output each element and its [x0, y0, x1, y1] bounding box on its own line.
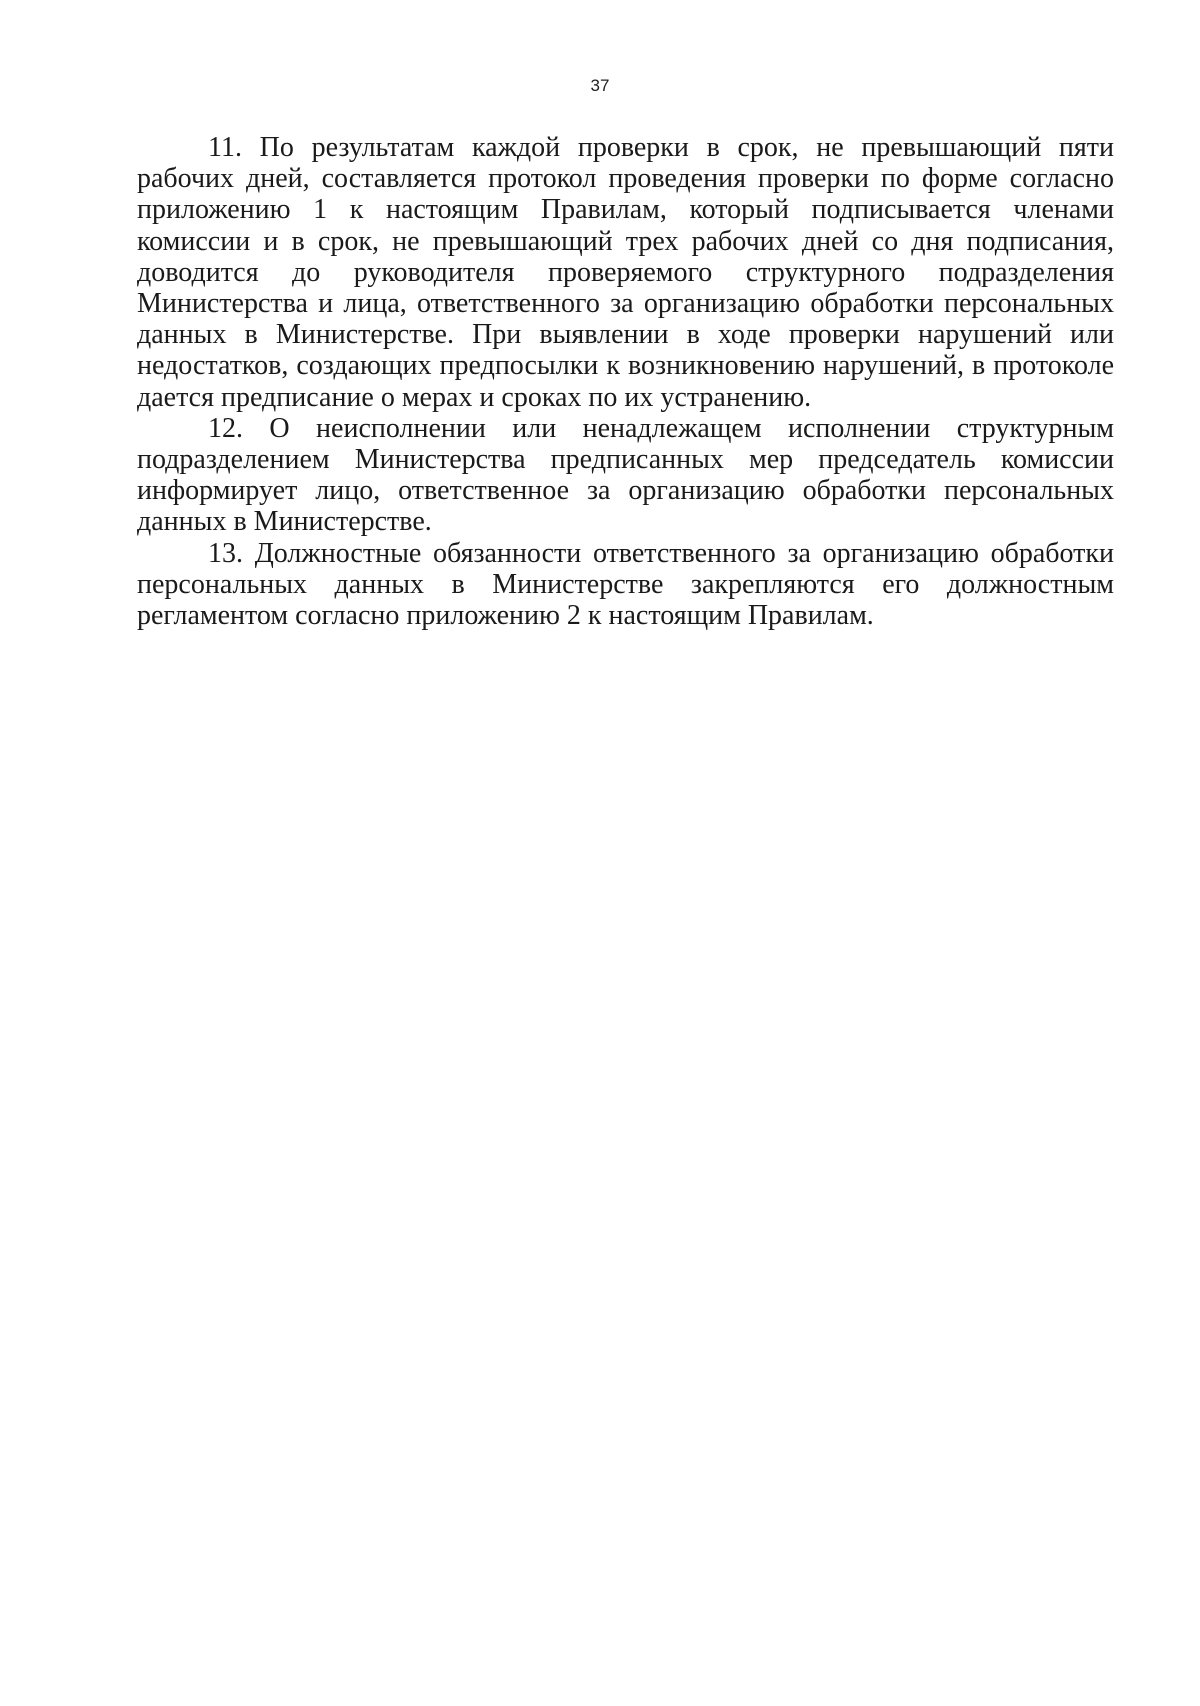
- paragraph-12: 12. О неисполнении или ненадлежащем исполнении структурным подразделением Министерства предписанных мер председатель комиссии информирует лицо, ответственное за организацию обработки персональных данных в Министерстве.: [137, 412, 1114, 538]
- paragraph-11: 11. По результатам каждой проверки в срок, не превышающий пяти рабочих дней, составляется протокол проведения проверки по форме согласно приложению 1 к настоящим Правилам, который подписывается членами комиссии и в срок, не превышающий трех рабочих дней со дня подписания, доводится до руководителя проверяемого структурного подразделения Министерства и лица, ответственного за организацию обработки персональных данных в Министерстве. При выявлении в ходе проверки нарушений или недостатков, создающих предпосылки к возникновению нарушений, в протоколе дается предписание о мерах и сроках по их устранению.: [137, 132, 1114, 413]
- paragraph-13: 13. Должностные обязанности ответственного за организацию обработки персональных данных в Министерстве закрепляются его должностным регламентом согласно приложению 2 к настоящим Правилам.: [137, 537, 1114, 632]
- document-body: [137, 132, 1114, 631]
- page-number: 37: [590, 76, 610, 95]
